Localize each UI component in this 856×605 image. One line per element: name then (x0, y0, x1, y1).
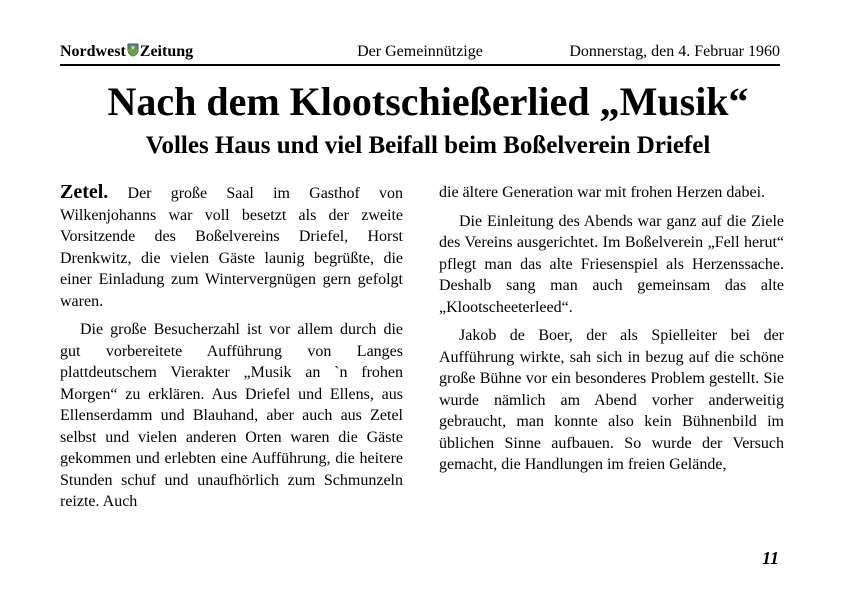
article-column-left (60, 182, 403, 520)
article-paragraph: Jakob de Boer, der als Spielleiter bei der Aufführung wirkte, sah sich in bezug auf die schöne große Bühne vor ein besonderes Problem gestellt. Sie wurde nämlich am Abend vorher anderweitig gebraucht, man konnte also kein Bühnenbild im üblichen Sinne aufbauen. So wurde der Versuch gemacht, die Handlungen im freien Gelände, (439, 327, 784, 473)
page-number: 11 (762, 548, 780, 568)
headline: Nach dem Klootschießerlied „Musik“ (107, 79, 749, 124)
article-paragraph: Die große Besucherzahl ist vor allem durch die gut vorbereitete Aufführung von Langes plattdeutschem Vierakter „Musik an `n frohen Morgen“ zu erklären. Aus Driefel und Ellens, aus Ellenserdamm und Blauhand, aber auch aus Zetel selbst und vielen anderen Orten waren die Gäste gekommen und erlebten eine Aufführung, die heitere Stunden schuf und unaufhörlich zum Schmunzeln reizte. Auch (60, 321, 403, 510)
newspaper-name-part1: Nordwest (60, 43, 126, 60)
header-rule (60, 64, 780, 66)
paragraph-text: Der große Saal im Gasthof von Wilkenjohanns war voll besetzt als der zweite Vorsitzende des Boßelvereins Driefel, Horst Drenkwitz, die vielen Gäste launig begrüßte, die einer Einladung zum Wintervergnügen gern gefolgt waren. (60, 185, 403, 310)
article-paragraph: die ältere Generation war mit frohen Herzen dabei. (439, 184, 766, 201)
article-column-right (439, 182, 784, 483)
masthead (60, 43, 780, 63)
issue-date: Donnerstag, den 4. Februar 1960 (569, 43, 780, 60)
article-paragraph: Die Einleitung des Abends war ganz auf die Ziele des Vereins ausgerichtet. Im Boßelverein „Fell herut“ pflegt man das alte Friesenspiel als Herzenssache. Deshalb sang man auch gemeinsam das alte „Klootscheeterleed“. (439, 212, 784, 316)
dateline: Zetel. (60, 181, 109, 203)
subheadline: Volles Haus und viel Beifall beim Boßelverein Driefel (145, 132, 711, 159)
article-paragraph (60, 182, 403, 312)
newspaper-name-part2: Zeitung (139, 43, 194, 60)
section-title: Der Gemeinnützige (357, 43, 483, 60)
